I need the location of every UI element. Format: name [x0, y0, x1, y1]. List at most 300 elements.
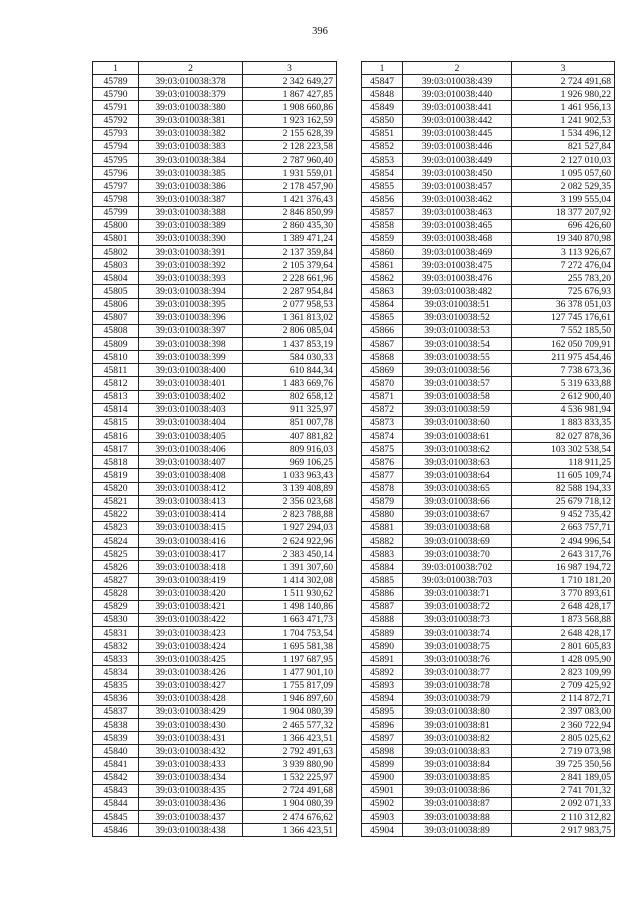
table-row: [362, 390, 615, 403]
table-row: [93, 88, 337, 101]
row-number-cell: 45876: [362, 456, 403, 469]
value-cell: 1 437 853,19: [243, 337, 337, 350]
value-cell: 2 741 701,32: [512, 784, 615, 797]
cadastral-number-cell: 39:03:010038:428: [139, 692, 243, 705]
table-row: [93, 482, 337, 495]
cadastral-number-cell: 39:03:010038:400: [139, 364, 243, 377]
cadastral-number-cell: 39:03:010038:430: [139, 719, 243, 732]
cadastral-number-cell: 39:03:010038:62: [403, 443, 512, 456]
table-row: [93, 153, 337, 166]
cadastral-number-cell: 39:03:010038:73: [403, 613, 512, 626]
table-row: [93, 719, 337, 732]
value-cell: 2 137 359,84: [243, 245, 337, 258]
table-header-row: [93, 62, 337, 75]
value-cell: 1 904 080,39: [243, 797, 337, 810]
cadastral-number-cell: 39:03:010038:462: [403, 193, 512, 206]
cadastral-number-cell: 39:03:010038:64: [403, 469, 512, 482]
cadastral-number-cell: 39:03:010038:429: [139, 705, 243, 718]
value-cell: 1 755 817,09: [243, 679, 337, 692]
row-number-cell: 45843: [93, 784, 139, 797]
table-row: [93, 548, 337, 561]
cadastral-number-cell: 39:03:010038:440: [403, 88, 512, 101]
row-number-cell: 45852: [362, 140, 403, 153]
cadastral-number-cell: 39:03:010038:417: [139, 548, 243, 561]
table-row: [362, 784, 615, 797]
row-number-cell: 45847: [362, 75, 403, 88]
cadastral-number-cell: 39:03:010038:384: [139, 153, 243, 166]
row-number-cell: 45824: [93, 535, 139, 548]
cadastral-number-cell: 39:03:010038:406: [139, 443, 243, 456]
table-row: [93, 797, 337, 810]
table-row: [362, 101, 615, 114]
row-number-cell: 45842: [93, 771, 139, 784]
cadastral-number-cell: 39:03:010038:388: [139, 206, 243, 219]
cadastral-number-cell: 39:03:010038:75: [403, 640, 512, 653]
row-number-cell: 45798: [93, 193, 139, 206]
cadastral-number-cell: 39:03:010038:84: [403, 758, 512, 771]
row-number-cell: 45885: [362, 574, 403, 587]
value-cell: 1 663 471,73: [243, 613, 337, 626]
row-number-cell: 45868: [362, 351, 403, 364]
cadastral-number-cell: 39:03:010038:55: [403, 351, 512, 364]
value-cell: 1 461 956,13: [512, 101, 615, 114]
table-row: [362, 140, 615, 153]
cadastral-number-cell: 39:03:010038:412: [139, 482, 243, 495]
value-cell: 1 704 753,54: [243, 627, 337, 640]
row-number-cell: 45849: [362, 101, 403, 114]
value-cell: 2 823 109,99: [512, 666, 615, 679]
value-cell: 7 552 185,50: [512, 324, 615, 337]
cadastral-number-cell: 39:03:010038:80: [403, 705, 512, 718]
value-cell: 16 987 194,72: [512, 561, 615, 574]
value-cell: 2 077 958,53: [243, 298, 337, 311]
table-row: [93, 206, 337, 219]
cadastral-number-cell: 39:03:010038:57: [403, 377, 512, 390]
table-header-row: [362, 62, 615, 75]
table-row: [93, 245, 337, 258]
value-cell: 2 801 605,83: [512, 640, 615, 653]
row-number-cell: 45892: [362, 666, 403, 679]
cadastral-number-cell: 39:03:010038:418: [139, 561, 243, 574]
value-cell: 4 536 981,94: [512, 403, 615, 416]
cadastral-number-cell: 39:03:010038:398: [139, 337, 243, 350]
table-row: [362, 600, 615, 613]
value-cell: 809 916,03: [243, 443, 337, 456]
table-row: [362, 666, 615, 679]
value-cell: 1 883 833,35: [512, 416, 615, 429]
cadastral-number-cell: 39:03:010038:82: [403, 732, 512, 745]
row-number-cell: 45856: [362, 193, 403, 206]
cadastral-number-cell: 39:03:010038:88: [403, 811, 512, 824]
row-number-cell: 45809: [93, 337, 139, 350]
table-row: [93, 285, 337, 298]
table-row: [93, 232, 337, 245]
table-row: [362, 193, 615, 206]
value-cell: 2 360 722,94: [512, 719, 615, 732]
table-row: [93, 613, 337, 626]
table-row: [362, 167, 615, 180]
value-cell: 969 106,25: [243, 456, 337, 469]
value-cell: 1 873 568,88: [512, 613, 615, 626]
table-row: [93, 364, 337, 377]
table-row: [362, 285, 615, 298]
cadastral-number-cell: 39:03:010038:51: [403, 298, 512, 311]
value-cell: 82 027 878,36: [512, 429, 615, 442]
table-row: [93, 705, 337, 718]
value-cell: 2 724 491,68: [243, 784, 337, 797]
row-number-cell: 45867: [362, 337, 403, 350]
row-number-cell: 45863: [362, 285, 403, 298]
value-cell: 2 356 023,68: [243, 495, 337, 508]
cadastral-number-cell: 39:03:010038:426: [139, 666, 243, 679]
table-row: [93, 101, 337, 114]
row-number-cell: 45834: [93, 666, 139, 679]
cadastral-number-cell: 39:03:010038:89: [403, 824, 512, 837]
table-row: [93, 272, 337, 285]
row-number-cell: 45799: [93, 206, 139, 219]
cadastral-number-cell: 39:03:010038:439: [403, 75, 512, 88]
row-number-cell: 45846: [93, 824, 139, 837]
cadastral-number-cell: 39:03:010038:408: [139, 469, 243, 482]
cadastral-number-cell: 39:03:010038:59: [403, 403, 512, 416]
value-cell: 725 676,93: [512, 285, 615, 298]
cadastral-number-cell: 39:03:010038:52: [403, 311, 512, 324]
value-cell: 1 428 095,90: [512, 653, 615, 666]
value-cell: 2 663 757,71: [512, 521, 615, 534]
cadastral-number-cell: 39:03:010038:424: [139, 640, 243, 653]
cadastral-number-cell: 39:03:010038:385: [139, 167, 243, 180]
table-row: [93, 377, 337, 390]
value-cell: 2 342 649,27: [243, 75, 337, 88]
table-row: [362, 745, 615, 758]
table-row: [93, 324, 337, 337]
value-cell: 3 139 408,89: [243, 482, 337, 495]
row-number-cell: 45807: [93, 311, 139, 324]
cadastral-number-cell: 39:03:010038:437: [139, 811, 243, 824]
row-number-cell: 45858: [362, 219, 403, 232]
table-row: [362, 416, 615, 429]
table-row: [93, 443, 337, 456]
cadastral-number-cell: 39:03:010038:422: [139, 613, 243, 626]
table-row: [362, 640, 615, 653]
table-row: [93, 508, 337, 521]
value-cell: 2 792 491,63: [243, 745, 337, 758]
table-row: [93, 824, 337, 837]
cadastral-number-cell: 39:03:010038:81: [403, 719, 512, 732]
value-cell: 696 426,60: [512, 219, 615, 232]
value-cell: 1 421 376,43: [243, 193, 337, 206]
table-row: [93, 495, 337, 508]
cadastral-number-cell: 39:03:010038:413: [139, 495, 243, 508]
value-cell: 127 745 176,61: [512, 311, 615, 324]
table-row: [93, 653, 337, 666]
value-cell: 2 724 491,68: [512, 75, 615, 88]
table-row: [362, 403, 615, 416]
cadastral-number-cell: 39:03:010038:389: [139, 219, 243, 232]
value-cell: 2 823 788,88: [243, 508, 337, 521]
cadastral-number-cell: 39:03:010038:68: [403, 521, 512, 534]
value-cell: 1 946 897,60: [243, 692, 337, 705]
row-number-cell: 45881: [362, 521, 403, 534]
table-row: [93, 535, 337, 548]
row-number-cell: 45857: [362, 206, 403, 219]
cadastral-number-cell: 39:03:010038:404: [139, 416, 243, 429]
cadastral-number-cell: 39:03:010038:85: [403, 771, 512, 784]
row-number-cell: 45820: [93, 482, 139, 495]
right-table: [361, 61, 615, 837]
row-number-cell: 45896: [362, 719, 403, 732]
row-number-cell: 45829: [93, 600, 139, 613]
value-cell: 1 483 669,76: [243, 377, 337, 390]
value-cell: 2 465 577,32: [243, 719, 337, 732]
table-row: [93, 390, 337, 403]
row-number-cell: 45830: [93, 613, 139, 626]
table-row: [93, 745, 337, 758]
cadastral-number-cell: 39:03:010038:420: [139, 587, 243, 600]
row-number-cell: 45900: [362, 771, 403, 784]
cadastral-number-cell: 39:03:010038:432: [139, 745, 243, 758]
row-number-cell: 45851: [362, 127, 403, 140]
row-number-cell: 45839: [93, 732, 139, 745]
value-cell: 610 844,34: [243, 364, 337, 377]
table-row: [362, 232, 615, 245]
cadastral-number-cell: 39:03:010038:476: [403, 272, 512, 285]
cadastral-number-cell: 39:03:010038:53: [403, 324, 512, 337]
row-number-cell: 45816: [93, 429, 139, 442]
table-row: [93, 784, 337, 797]
table-row: [362, 758, 615, 771]
table-row: [362, 259, 615, 272]
cadastral-number-cell: 39:03:010038:463: [403, 206, 512, 219]
cadastral-number-cell: 39:03:010038:442: [403, 114, 512, 127]
column-header: 3: [243, 62, 337, 75]
row-number-cell: 45895: [362, 705, 403, 718]
value-cell: 1 926 980,22: [512, 88, 615, 101]
value-cell: 584 030,33: [243, 351, 337, 364]
value-cell: 2 719 073,98: [512, 745, 615, 758]
table-row: [93, 219, 337, 232]
cadastral-number-cell: 39:03:010038:78: [403, 679, 512, 692]
cadastral-number-cell: 39:03:010038:446: [403, 140, 512, 153]
table-row: [93, 732, 337, 745]
value-cell: 1 867 427,85: [243, 88, 337, 101]
row-number-cell: 45833: [93, 653, 139, 666]
value-cell: 118 911,25: [512, 456, 615, 469]
table-row: [362, 797, 615, 810]
value-cell: 2 860 435,30: [243, 219, 337, 232]
cadastral-number-cell: 39:03:010038:395: [139, 298, 243, 311]
table-row: [362, 548, 615, 561]
row-number-cell: 45898: [362, 745, 403, 758]
row-number-cell: 45810: [93, 351, 139, 364]
table-row: [362, 206, 615, 219]
table-row: [93, 627, 337, 640]
table-row: [93, 811, 337, 824]
column-header: 3: [512, 62, 615, 75]
row-number-cell: 45831: [93, 627, 139, 640]
row-number-cell: 45814: [93, 403, 139, 416]
row-number-cell: 45853: [362, 153, 403, 166]
cadastral-number-cell: 39:03:010038:403: [139, 403, 243, 416]
cadastral-number-cell: 39:03:010038:67: [403, 508, 512, 521]
value-cell: 2 805 025,62: [512, 732, 615, 745]
table-row: [362, 75, 615, 88]
cadastral-number-cell: 39:03:010038:87: [403, 797, 512, 810]
row-number-cell: 45860: [362, 245, 403, 258]
row-number-cell: 45793: [93, 127, 139, 140]
cadastral-number-cell: 39:03:010038:415: [139, 521, 243, 534]
value-cell: 2 846 850,99: [243, 206, 337, 219]
row-number-cell: 45865: [362, 311, 403, 324]
row-number-cell: 45811: [93, 364, 139, 377]
row-number-cell: 45837: [93, 705, 139, 718]
column-header: 1: [362, 62, 403, 75]
value-cell: 1 391 307,60: [243, 561, 337, 574]
cadastral-number-cell: 39:03:010038:438: [139, 824, 243, 837]
cadastral-number-cell: 39:03:010038:56: [403, 364, 512, 377]
row-number-cell: 45800: [93, 219, 139, 232]
cadastral-number-cell: 39:03:010038:419: [139, 574, 243, 587]
table-row: [362, 613, 615, 626]
table-row: [93, 456, 337, 469]
cadastral-number-cell: 39:03:010038:72: [403, 600, 512, 613]
value-cell: 1 904 080,39: [243, 705, 337, 718]
value-cell: 911 325,97: [243, 403, 337, 416]
row-number-cell: 45819: [93, 469, 139, 482]
value-cell: 407 881,82: [243, 429, 337, 442]
row-number-cell: 45859: [362, 232, 403, 245]
value-cell: 3 770 893,61: [512, 587, 615, 600]
value-cell: 11 605 109,74: [512, 469, 615, 482]
table-row: [362, 732, 615, 745]
value-cell: 162 050 709,91: [512, 337, 615, 350]
value-cell: 2 612 900,40: [512, 390, 615, 403]
cadastral-number-cell: 39:03:010038:86: [403, 784, 512, 797]
cadastral-number-cell: 39:03:010038:469: [403, 245, 512, 258]
table-row: [93, 351, 337, 364]
row-number-cell: 45891: [362, 653, 403, 666]
value-cell: 1 534 496,12: [512, 127, 615, 140]
cadastral-number-cell: 39:03:010038:402: [139, 390, 243, 403]
row-number-cell: 45840: [93, 745, 139, 758]
row-number-cell: 45872: [362, 403, 403, 416]
row-number-cell: 45827: [93, 574, 139, 587]
table-row: [362, 337, 615, 350]
row-number-cell: 45792: [93, 114, 139, 127]
value-cell: 2 787 960,40: [243, 153, 337, 166]
row-number-cell: 45838: [93, 719, 139, 732]
table-row: [362, 495, 615, 508]
value-cell: 2 383 450,14: [243, 548, 337, 561]
table-row: [362, 443, 615, 456]
row-number-cell: 45821: [93, 495, 139, 508]
row-number-cell: 45823: [93, 521, 139, 534]
row-number-cell: 45878: [362, 482, 403, 495]
value-cell: 1 241 902,53: [512, 114, 615, 127]
value-cell: 1 095 057,60: [512, 167, 615, 180]
row-number-cell: 45802: [93, 245, 139, 258]
table-row: [93, 298, 337, 311]
value-cell: 2 841 189,05: [512, 771, 615, 784]
cadastral-number-cell: 39:03:010038:397: [139, 324, 243, 337]
value-cell: 1 710 181,20: [512, 574, 615, 587]
table-row: [93, 75, 337, 88]
table-row: [362, 311, 615, 324]
cadastral-number-cell: 39:03:010038:65: [403, 482, 512, 495]
table-row: [362, 811, 615, 824]
table-row: [93, 403, 337, 416]
table-row: [362, 127, 615, 140]
row-number-cell: 45790: [93, 88, 139, 101]
value-cell: 1 389 471,24: [243, 232, 337, 245]
row-number-cell: 45796: [93, 167, 139, 180]
cadastral-number-cell: 39:03:010038:61: [403, 429, 512, 442]
value-cell: 39 725 350,56: [512, 758, 615, 771]
cadastral-number-cell: 39:03:010038:425: [139, 653, 243, 666]
cadastral-number-cell: 39:03:010038:54: [403, 337, 512, 350]
cadastral-number-cell: 39:03:010038:63: [403, 456, 512, 469]
value-cell: 1 197 687,95: [243, 653, 337, 666]
row-number-cell: 45882: [362, 535, 403, 548]
row-number-cell: 45815: [93, 416, 139, 429]
value-cell: 1 923 162,59: [243, 114, 337, 127]
value-cell: 802 658,12: [243, 390, 337, 403]
cadastral-number-cell: 39:03:010038:391: [139, 245, 243, 258]
row-number-cell: 45862: [362, 272, 403, 285]
cadastral-number-cell: 39:03:010038:66: [403, 495, 512, 508]
row-number-cell: 45904: [362, 824, 403, 837]
cadastral-number-cell: 39:03:010038:76: [403, 653, 512, 666]
row-number-cell: 45866: [362, 324, 403, 337]
row-number-cell: 45864: [362, 298, 403, 311]
table-row: [362, 245, 615, 258]
column-header: 1: [93, 62, 139, 75]
cadastral-number-cell: 39:03:010038:423: [139, 627, 243, 640]
value-cell: 211 975 454,46: [512, 351, 615, 364]
row-number-cell: 45861: [362, 259, 403, 272]
table-row: [362, 482, 615, 495]
value-cell: 5 319 633,88: [512, 377, 615, 390]
cadastral-number-cell: 39:03:010038:421: [139, 600, 243, 613]
value-cell: 2 178 457,90: [243, 180, 337, 193]
table-row: [362, 219, 615, 232]
column-header: 2: [139, 62, 243, 75]
left-table: [92, 61, 337, 837]
cadastral-number-cell: 39:03:010038:702: [403, 561, 512, 574]
value-cell: 25 679 718,12: [512, 495, 615, 508]
value-cell: 7 738 673,36: [512, 364, 615, 377]
value-cell: 2 127 010,03: [512, 153, 615, 166]
row-number-cell: 45875: [362, 443, 403, 456]
table-row: [93, 771, 337, 784]
table-row: [93, 337, 337, 350]
table-row: [93, 574, 337, 587]
table-row: [362, 364, 615, 377]
row-number-cell: 45845: [93, 811, 139, 824]
table-row: [93, 180, 337, 193]
value-cell: 1 477 901,10: [243, 666, 337, 679]
row-number-cell: 45822: [93, 508, 139, 521]
cadastral-number-cell: 39:03:010038:79: [403, 692, 512, 705]
table-row: [93, 692, 337, 705]
table-row: [362, 377, 615, 390]
cadastral-number-cell: 39:03:010038:58: [403, 390, 512, 403]
value-cell: 1 033 963,43: [243, 469, 337, 482]
row-number-cell: 45844: [93, 797, 139, 810]
value-cell: 1 695 581,38: [243, 640, 337, 653]
cadastral-number-cell: 39:03:010038:383: [139, 140, 243, 153]
cadastral-number-cell: 39:03:010038:435: [139, 784, 243, 797]
